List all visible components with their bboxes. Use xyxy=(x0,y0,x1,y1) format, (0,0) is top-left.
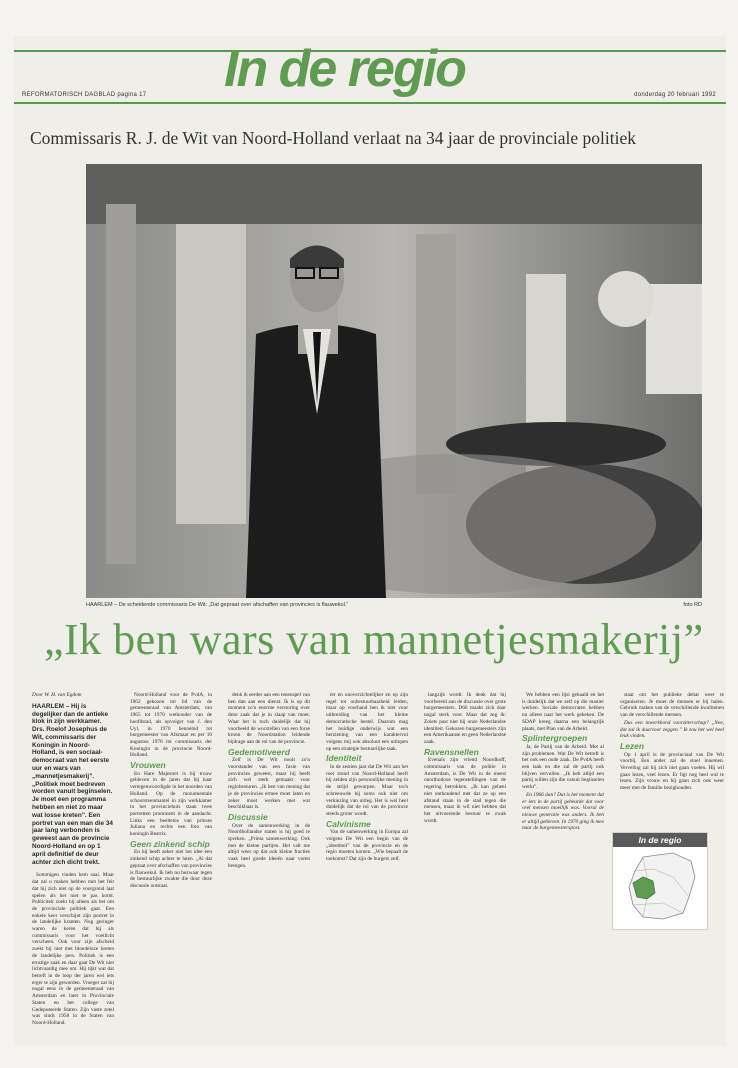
photo-credit: foto RD xyxy=(683,602,702,608)
paragraph: We hebben een lijst gehaald en het is duidelijk dat we zelf op die manier werken. Sociale democraten hebben nu alleen naar het werk gekeken. De SDAP kreeg daarna een belangrijk plaats, met Plan van de Arbeid. xyxy=(522,692,604,732)
paragraph: Van de samenwerking in Europa zal volgens De Wit een begin van de „identiteit” van de provincie en de regio moeten komen. „Wie bepaalt de toekomst? Dat zijn de burgers zelf. xyxy=(326,829,408,863)
article-column-5 xyxy=(424,692,506,1042)
netherlands-map-icon xyxy=(613,847,707,927)
subheading: Vrouwen xyxy=(130,760,166,771)
photo-caption xyxy=(86,602,702,608)
subheading: Gedemotiveerd xyxy=(228,746,290,757)
article-column-6 xyxy=(522,692,604,1042)
subheading: Geen zinkend schip xyxy=(130,838,210,849)
article-column-1 xyxy=(32,692,114,1042)
paragraph: Zelf is De Wit nooit zo'n voorstander van een fusie van provincies geweest, maar hij heeft zich wel sterk gemaakt voor regiobesturen. „Ik ben van mening dat je de provincies ermee moet laten en zeker moet werken met wat beschikbaar is. xyxy=(228,757,310,811)
subheading: Splintergroepen xyxy=(522,733,588,744)
subheading: Calvinisme xyxy=(326,818,371,829)
paragraph: langzijk wordt. Ik denk dat hij voorbereid aan de discussie over grote burgemeesters. D66 maakt zich daar nogal sterk voor. Maar dat zeg ik: Zoiets past niet bij onze Nederlandse identiteit. Gekozen burgemeesters zijn een Amerikaanse en geen Nederlandse zaak. xyxy=(424,692,506,745)
paragraph: En Hare Majesteit is hij trouw gebleven in de jaren dat hij haar vertegenwoordigde in het noorden van Holland. Op de monumentale schoorsteenmantel in zijn werkkamer in het provinciehuis staan twee portretten prominent in de aandacht. Links een beeltenis van prinses Juliana en rechts een foto van koningin Beatrix. xyxy=(130,770,212,838)
paragraph: En 1966 dan? Dat is het moment dat er iets in de partij gebeurde dat voor veel mensen moeilijk was. Vooral de nieuwe generatie was anders. Ik ben er altijd gebleven. In 1970 ging ik mee naar de burgemeesterspost. xyxy=(522,791,604,832)
paragraph: denk ik eerder aan een tenenspel van hen dan aan een dienst. Ik is op dit moment zo'n enorme verstoring over deze zaak dat je in slaap van moet. Waar het is toch duidelijk dat hij voorbeeld de wocstellen van een forse kroon de Noordstation leidende bijdrage aan de rol van de provincie. xyxy=(228,692,310,745)
paragraph: Over de samenwerking in de Noordhollandse staten is hij goed te spreken. „Prima samenwerking. Ook met de kleine partijen. Het valt me altijd weer op dat ook kleine fracties vaak heel goede ideeën naar voren brengen. xyxy=(228,822,310,869)
inset-title: In de regio xyxy=(613,833,707,847)
paragraph: Dus een inwerkbond voorzitterschap? „Nee, dat zal ik daarvoor zeggen.” Ik zou het wel heel leuk vinden. xyxy=(620,719,724,740)
article-column-3 xyxy=(228,692,310,1042)
pull-quote: „Ik ben wars van mannetjesmakerij” xyxy=(44,615,704,664)
caption-text: HAARLEM – De scheidende commissaris De Wit: „Dat gepraat over afschaffen van provincies is flauwekul.” xyxy=(86,602,349,608)
paragraph: Noord-Holland voor de PvdA, in 1962 gekozen tot lid van de gemeenteraad van Amsterdam, van 1965 tot 1970 wethouder van de hoofdstad, als opvolger van J. den Uyl, in 1970 benoemd tot burgemeester van Alkmaar en per 16 augustus 1976 tot commissaris der Koningin in de provincie Noord-Holland. xyxy=(130,692,212,759)
article-photo xyxy=(86,164,702,598)
paragraph: staat om het publieke debat weer te organiseren. Je moet de mensen er bij halen. Gebruik maken van de verschillende kwaliteiten van de verschillende mensen. xyxy=(620,692,724,719)
masthead-rule xyxy=(14,102,726,104)
paragraph: Ja, de Partij van de Arbeid. Met al zijn problemen. Wat De Wit betreft is het ook een oude zaak. De PvdA heeft een taak en die zal de partij ook blijven vervullen. „Ik heb altijd een partij willen zijn die vanuit beginselen werkt”. xyxy=(522,743,604,791)
article-column-2 xyxy=(130,692,212,1042)
article-column-4 xyxy=(326,692,408,1042)
subheading: Discussie xyxy=(228,811,268,822)
headline: Commissaris R. J. de Wit van Noord-Holland verlaat na 34 jaar de provinciale politiek xyxy=(30,128,636,148)
paragraph: Evenals zijn vriend Noordhoff, commissaris van de politie in Amsterdam, is De Wit in de meest onorthodoxe tegenstellingen van de regering betrokken. „Ik kan geheel niet onthoudend met dat ze op een afstand staan in de stad tegen die mensen, maar ik wil niet hebben dat het uitvoerende bestuur te zwak wordt. xyxy=(424,757,506,824)
paper-info: REFORMATORISCH DAGBLAD pagina 17 xyxy=(22,92,147,98)
byline: Door W. H. van Egdom xyxy=(32,692,82,698)
region-inset xyxy=(612,832,708,930)
section-title: In de regio xyxy=(224,40,465,98)
paragraph: Op 1 april is de provinciaal van De Wit voorbij. Een ander zal de stoel innemen. Verveling zal hij zich niet gaan voelen. Hij wil gaan lezen, veel lezen. Er ligt nog heel wat te lezen. Zijn vrouw en hij gaan zich ook weer meer met de familie bezighouden. xyxy=(620,751,724,792)
subheading: Ravensnellen xyxy=(424,746,479,757)
newspaper-page xyxy=(14,36,726,1046)
photo-illustration xyxy=(86,164,702,598)
issue-date: donderdag 20 februari 1992 xyxy=(634,92,716,98)
paragraph: ter en onoverzichtelijker en op zijn regel tot onbestuurbaarheid leiden, maar op voorhand ben ik niet voor uitbreiding van het kleine democratische bestel. Daarom mag het huidige onderwijs wat een herziening van een karaktervol volgens mij ook absoluut een uitlopen op een strategie bestuurlijke taak. xyxy=(326,692,408,752)
subheading: Identiteit xyxy=(326,753,362,764)
paragraph: En hij heeft zeker niet het idee een zinkend schip achter te laten. „Al dat gepraat over afschaffen van provincies is flauwekul. Ik heb nu bezwaar tegen de bestuurlijke zwakte die door deze discussie ontstaat. xyxy=(130,849,212,889)
article-intro: HAARLEM – Hij is degelijker dan de antieke klok in zijn werkkamer. Drs. Roelof Josephus de Wit, commissaris der Koningin in Noord-Holland, is een sociaal-democraat van het eerste uur en wars van „mannetjesmakerij”. „Politiek moet bedreven worden vanuit beginselen. Je moet een programma hebben en niet zo maar wat losse kreten”. Een portret van een man die 34 jaar lang verbonden is geweest aan de provincie Noord-Holland en op 1 april definitief de deur achter zich dicht trekt. xyxy=(32,702,113,866)
subheading: Lezen xyxy=(620,740,645,751)
paragraph: Sommigen vinden hem saai. Maar dat zal u maken hebben met het feit dat hij zich niet op de voorgrond laat spelen als het niet te pas komt. Publiciteit zoekt hij alleen als het om de provinciale politiek gaat. Een enkele keer verschijnt zijn portret in de landelijke kranten. Nog geringer waren de keren dat hij als commissaris voor het voetlicht verscheen. Ook voor zijn afscheid zoekt hij niet met bloedeloze kreten de landelijke pers. Politiek is een ernstige zaak en daar gaat De Wit niet lichtvaardig mee om. Hij tijkt wat dat betreft in de loop der jaren wel iets erger te zijn geworden. Vroeger zat hij nogal eens in de gemeenteraad van Amsterdam en later in Provinciale Staten en het college van Gedeputeerde Staten. Zijn vaste zetel was sinds 1958 in de Staten van Noord-Holland. xyxy=(32,872,114,1026)
paragraph: In de zestien jaar dat De Wit aan het roer stond van Noord-Holland heeft hij zelden zijn persoonlijke mening in de strijd geworpen. Maar toch schreeuwde hij soms ook niet om verkiezing van uitleg. Het is wel heel duidelijk dat de rol van de provincie steeds groter wordt. xyxy=(326,764,408,817)
article-column-7 xyxy=(620,692,724,822)
